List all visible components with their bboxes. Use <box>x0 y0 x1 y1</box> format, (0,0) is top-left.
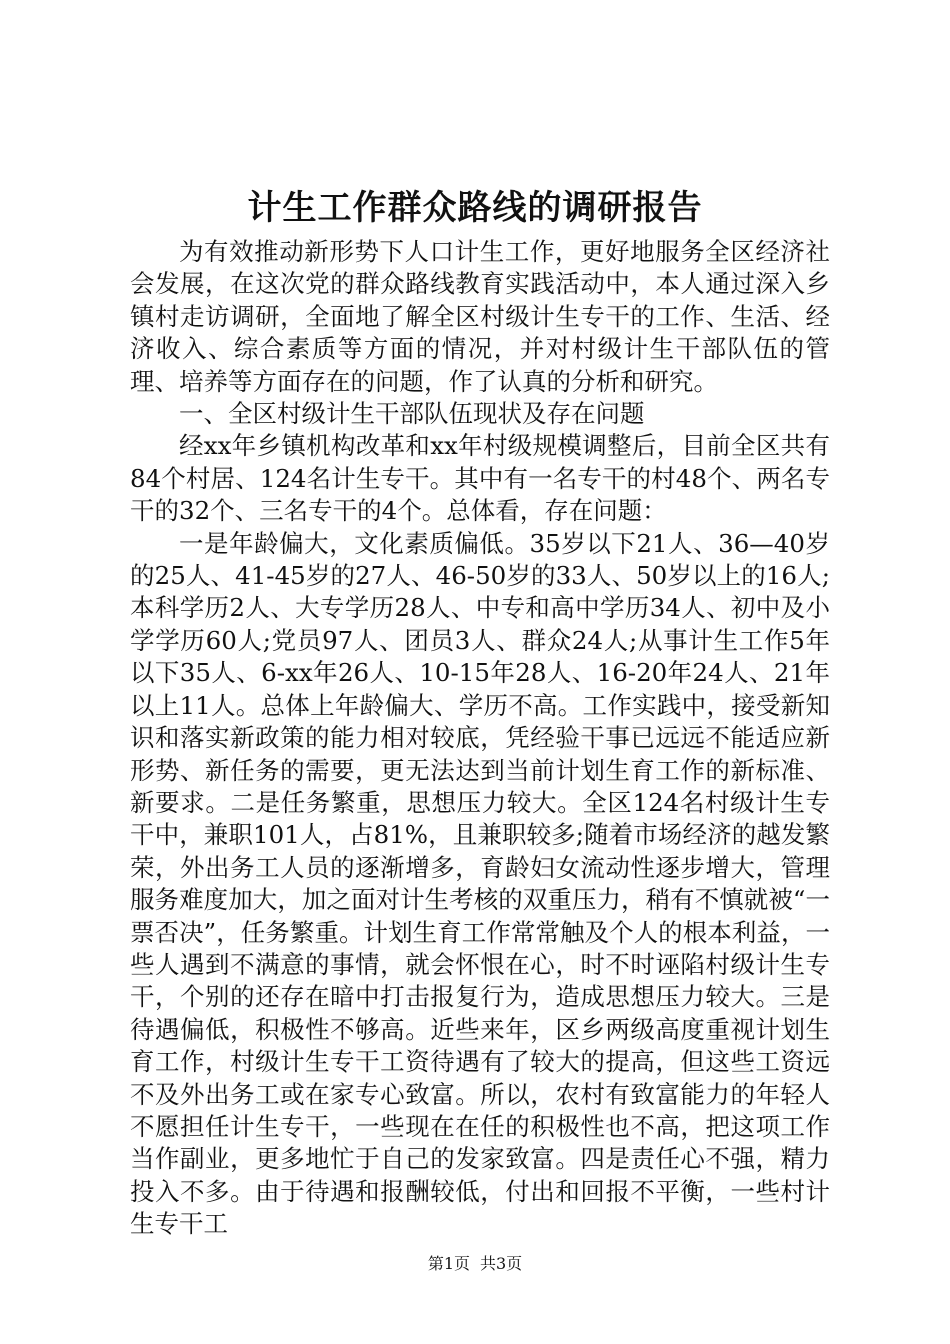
document-body <box>130 236 830 1241</box>
page-number: 第1页 <box>427 1254 470 1273</box>
document-title: 计生工作群众路线的调研报告 <box>247 188 703 228</box>
paragraph-intro: 为有效推动新形势下人口计生工作，更好地服务全区经济社会发展，在这次党的群众路线教育实践活动中，本人通过深入乡镇村走访调研，全面地了解全区村级计生专干的工作、生活、经济收入、综合素质等方面的情况，并对村级计生干部队伍的管理、培养等方面存在的问题，作了认真的分析和研究。 <box>130 237 830 396</box>
page-total: 共3页 <box>480 1254 523 1273</box>
page-footer <box>0 1254 950 1274</box>
paragraph-overview: 经xx年乡镇机构改革和xx年村级规模调整后，目前全区共有84个村居、124名计生专干。其中有一名专干的村48个、两名专干的32个、三名专干的4个。总体看，存在问题： <box>130 431 830 526</box>
section-heading: 一、全区村级计生干部队伍现状及存在问题 <box>179 399 645 429</box>
paragraph-problems: 一是年龄偏大，文化素质偏低。35岁以下21人、36—40岁的25人、41-45岁的27人、46-50岁的33人、50岁以上的16人;本科学历2人、大专学历28人、中专和高中学历34人、初中及小学学历60人;党员97人、团员3人、群众24人;从事计生工作5年以下35人、6-xx年26人、10-15年28人、16-20年24人、21年以上11人。总体上年龄偏大、学历不高。工作实践中，接受新知识和落实新政策的能力相对较底，凭经验干事已远远不能适应新形势、新任务的需要，更无法达到当前计划生育工作的新标准、新要求。二是任务繁重，思想压力较大。全区124名村级计生专干中，兼职101人，占81%，且兼职较多;随着市场经济的越发繁荣，外出务工人员的逐渐增多，育龄妇女流动性逐步增大，管理服务难度加大，加之面对计生考核的双重压力，稍有不慎就被“一票否决”，任务繁重。计划生育工作常常触及个人的根本利益，一些人遇到不满意的事情，就会怀恨在心，时不时诬陷村级计生专干，个别的还存在暗中打击报复行为，造成思想压力较大。三是待遇偏低，积极性不够高。近些来年，区乡两级高度重视计划生育工作，村级计生专干工资待遇有了较大的提高，但这些工资远不及外出务工或在家专心致富。所以，农村有致富能力的年轻人不愿担任计生专干，一些现在在任的积极性也不高，把这项工作当作副业，更多地忙于自己的发家致富。四是责任心不强，精力投入不多。由于待遇和报酬较低，付出和回报不平衡，一些村计生专干工 <box>130 528 830 1239</box>
